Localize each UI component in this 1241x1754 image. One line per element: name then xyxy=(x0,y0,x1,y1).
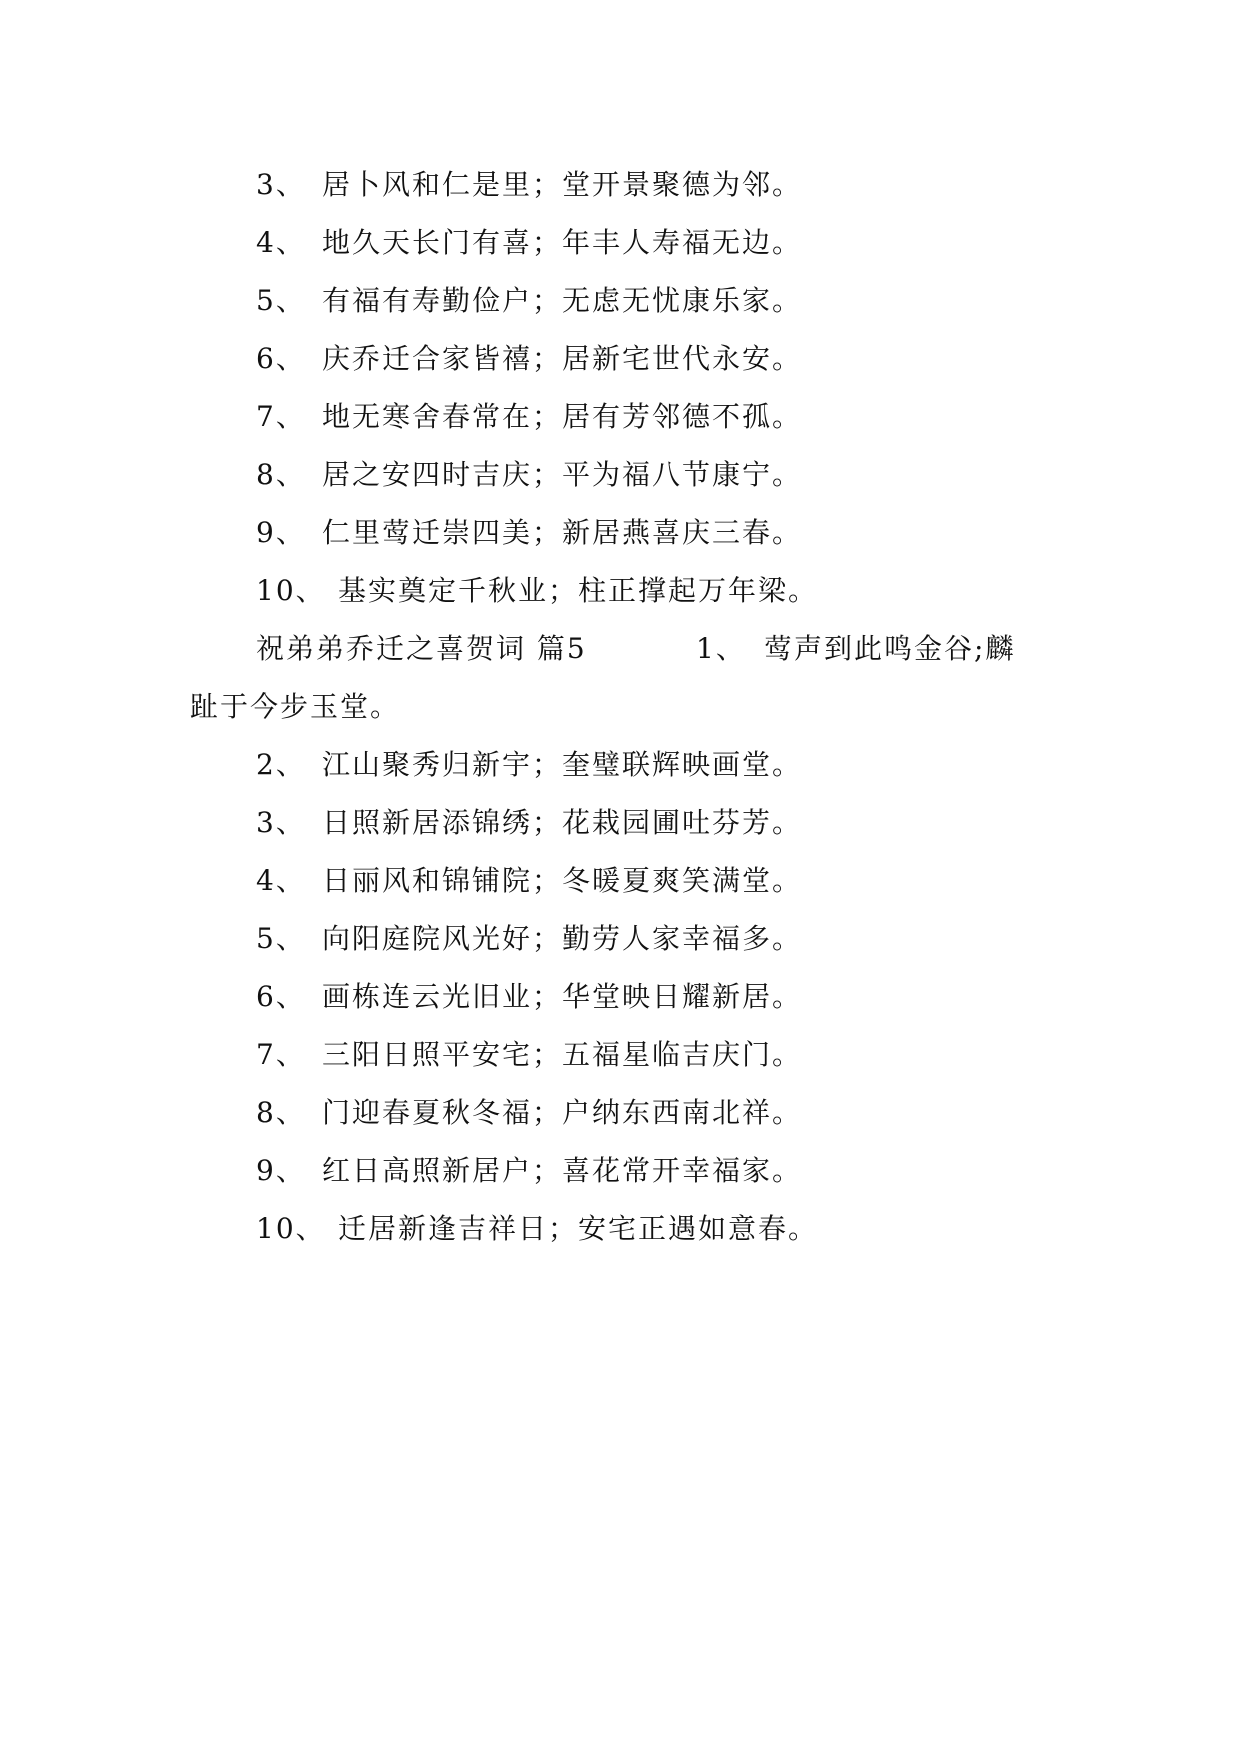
item-number: 10、 xyxy=(256,1212,326,1245)
item-number: 1、 xyxy=(696,632,746,665)
item-number: 3、 xyxy=(256,806,306,839)
couplet-line xyxy=(190,504,1060,562)
item-number: 7、 xyxy=(256,400,306,433)
couplet-text: 向阳庭院风光好；勤劳人家幸福多。 xyxy=(322,922,803,955)
item-number: 5、 xyxy=(256,922,306,955)
item-number: 10、 xyxy=(256,574,326,607)
item-number: 6、 xyxy=(256,342,306,375)
couplet-line xyxy=(190,214,1060,272)
item-number: 5、 xyxy=(256,284,306,317)
item-number: 2、 xyxy=(256,748,306,781)
couplet-line xyxy=(190,156,1060,214)
couplet-text: 门迎春夏秋冬福；户纳东西南北祥。 xyxy=(322,1096,803,1129)
couplet-line xyxy=(190,852,1060,910)
document-body xyxy=(190,156,1060,1258)
couplet-line xyxy=(190,736,1060,794)
couplet-text: 红日高照新居户；喜花常开幸福家。 xyxy=(322,1154,803,1187)
couplet-line xyxy=(190,562,1060,620)
couplet-line xyxy=(190,272,1060,330)
couplet-line xyxy=(190,446,1060,504)
couplet-text: 日丽风和锦铺院；冬暖夏爽笑满堂。 xyxy=(322,864,803,897)
couplet-text: 仁里莺迁崇四美；新居燕喜庆三春。 xyxy=(322,516,803,549)
item-number: 6、 xyxy=(256,980,306,1013)
item-number: 3、 xyxy=(256,168,306,201)
item-number: 4、 xyxy=(256,226,306,259)
couplet-text: 庆乔迁合家皆禧；居新宅世代永安。 xyxy=(322,342,803,375)
couplet-line xyxy=(190,388,1060,446)
couplet-line xyxy=(190,1084,1060,1142)
item-number: 9、 xyxy=(256,1154,306,1187)
item-number: 8、 xyxy=(256,458,306,491)
section-heading-line xyxy=(190,620,1060,678)
couplet-text: 基实奠定千秋业；柱正撑起万年梁。 xyxy=(338,574,819,607)
couplet-line xyxy=(190,910,1060,968)
item-number: 4、 xyxy=(256,864,306,897)
couplet-text: 三阳日照平安宅；五福星临吉庆门。 xyxy=(322,1038,803,1071)
couplet-text: 迁居新逢吉祥日；安宅正遇如意春。 xyxy=(338,1212,819,1245)
couplet-text: 居卜风和仁是里；堂开景聚德为邻。 xyxy=(322,168,803,201)
couplet-text: 有福有寿勤俭户；无虑无忧康乐家。 xyxy=(322,284,803,317)
item-number: 7、 xyxy=(256,1038,306,1071)
couplet-text: 江山聚秀归新宇；奎璧联辉映画堂。 xyxy=(322,748,803,781)
couplet-line xyxy=(190,1026,1060,1084)
couplet-text: 居之安四时吉庆；平为福八节康宁。 xyxy=(322,458,803,491)
couplet-line xyxy=(190,330,1060,388)
couplet-line xyxy=(190,794,1060,852)
couplet-text-continuation: 趾于今步玉堂。 xyxy=(190,690,401,723)
item-number: 8、 xyxy=(256,1096,306,1129)
couplet-text: 画栋连云光旧业；华堂映日耀新居。 xyxy=(322,980,803,1013)
couplet-line xyxy=(190,1142,1060,1200)
section-heading: 祝弟弟乔迁之喜贺词 篇5 xyxy=(256,632,587,665)
couplet-text: 地无寒舍春常在；居有芳邻德不孤。 xyxy=(322,400,803,433)
couplet-text: 地久天长门有喜；年丰人寿福无边。 xyxy=(322,226,803,259)
couplet-line xyxy=(190,1200,1060,1258)
couplet-text: 莺声到此鸣金谷;麟 xyxy=(764,632,1016,665)
couplet-line xyxy=(190,968,1060,1026)
item-number: 9、 xyxy=(256,516,306,549)
couplet-text: 日照新居添锦绣；花栽园圃吐芬芳。 xyxy=(322,806,803,839)
couplet-continuation-line xyxy=(190,678,1060,736)
